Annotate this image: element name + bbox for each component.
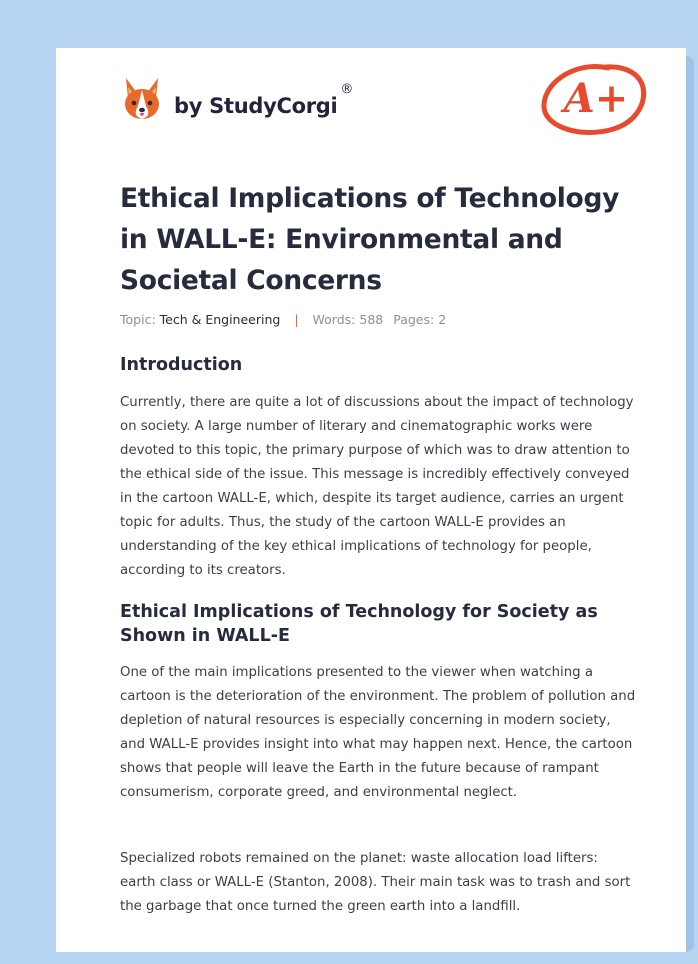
pages-label: Pages: — [393, 312, 435, 327]
word-count: 588 — [359, 312, 384, 327]
paragraph: Currently, there are quite a lot of discussions about the impact of technology on society. A large number of literary and cinematographic works were devoted to this topic, the primary purpose of which was to draw attention to the ethical side of the issue. This message is incredibly effectively conveyed in the cartoon WALL-E, which, despite its target audience, carries an urgent topic for adults. Thus, the study of the cartoon WALL-E provides an understanding of the key ethical implications of technology for people, according to its creators. — [120, 395, 634, 578]
document-page — [56, 48, 686, 952]
topic-link[interactable]: Tech & Engineering — [159, 312, 281, 327]
topic-label: Topic: — [120, 312, 156, 327]
grade-text: A+ — [563, 75, 629, 122]
section-heading-ethical-implications: Ethical Implications of Technology for Society as Shown in WALL-E — [120, 602, 598, 646]
a-plus-grade-stamp — [538, 58, 650, 140]
words-label: Words: — [312, 312, 356, 327]
document-title: Ethical Implications of Technology in WALL-E: Environmental and Societal Concerns — [120, 183, 620, 296]
paragraph: Specialized robots remained on the planet: waste allocation load lifters: earth class or WALL-E (Stanton, 2008). Their main task was to trash and sort the garbage that once turned the green earth into a landfill. — [120, 851, 631, 914]
paragraph: One of the main implications presented to the viewer when watching a cartoon is the deterioration of the environment. The problem of pollution and depletion of natural resources is especially concerning in modern society, and WALL-E provides insight into what may happen next. Hence, the cartoon shows that people will leave the Earth in the future because of rampant consumerism, corporate greed, and environmental neglect. — [120, 665, 636, 800]
studycorgi-logo[interactable] — [122, 76, 353, 122]
meta-separator: | — [294, 312, 299, 327]
brand-name: by StudyCorgi® — [174, 82, 354, 118]
page-count: 2 — [438, 312, 447, 327]
corgi-icon — [122, 76, 162, 122]
document-meta — [120, 312, 446, 327]
section-heading-introduction: Introduction — [120, 355, 243, 375]
